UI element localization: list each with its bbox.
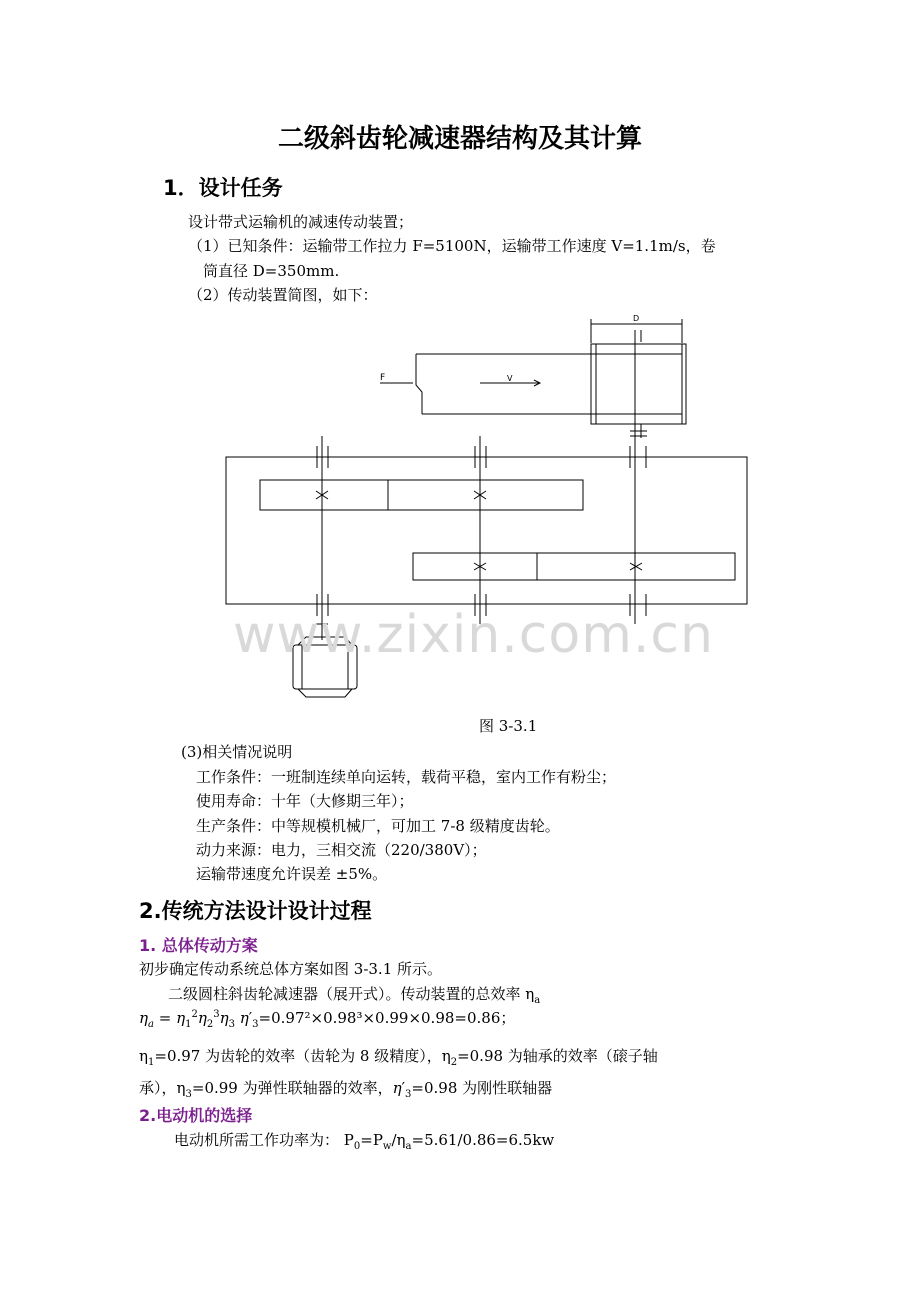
helix-mark [630,563,642,570]
label-v: V [507,374,513,383]
drum-rect [591,344,682,424]
subheading-transmission-scheme: 1. 总体传动方案 [139,936,258,955]
known-conditions-line-2: 筒直径 D=350mm. [203,262,340,280]
conditions-heading: (3)相关情况说明 [181,743,293,761]
figure-caption: 图 3-3.1 [479,717,538,735]
efficiency-line [168,983,540,1006]
efficiency-text: 二级圆柱斜齿轮减速器（展开式）。传动装置的总效率 η [168,985,535,1003]
label-d: D [633,314,640,323]
gearbox-housing [226,457,747,604]
pinion-high-speed [260,480,388,510]
efficiency-explanation-line1: $\eta_1=0.97$ 为齿轮的效率（齿轮为 8 级精度），$\eta_2=0.98$ 为轴承的效率（磙子轴 [139,1047,658,1068]
known-conditions-line: （1）已知条件：运输带工作拉力 F=5100N，运输带工作速度 V=1.1m/s，卷 [188,237,716,255]
scheme-line: 初步确定传动系统总体方案如图 3-3.1 所示。 [139,960,443,978]
watermark: www.zixin.com.cn [233,605,714,665]
gear-high-speed [388,480,583,510]
efficiency-explanation-line2: 承），$\eta_3=0.99$ 为弹性联轴器的效率，$\eta'_3=0.98$ 为刚性联轴器 [139,1079,553,1100]
pinion-low-speed [413,553,537,580]
formula-value: =0.97²×0.98³×0.99×0.98=0.86； [258,1009,516,1027]
condition-item: 生产条件：中等规模机械厂，可加工 7-8 级精度齿轮。 [196,817,560,835]
condition-item: 工作条件：一班制连续单向运转，载荷平稳，室内工作有粉尘； [196,768,617,786]
condition-item: 动力来源：电力，三相交流（220/380V）； [196,841,487,859]
task-line: 设计带式运输机的减速传动装置； [188,213,414,231]
drum-rect-offset [596,344,686,424]
condition-item: 运输带速度允许误差 ±5%。 [196,865,388,883]
page-title: 二级斜齿轮减速器结构及其计算 [277,124,642,154]
label-f: F [380,373,386,383]
motor-power-line: 电动机所需工作功率为： $P_0=P_w/\eta_a=5.61/0.86=6.5kw$ [174,1131,555,1152]
condition-item: 使用寿命：十年（大修期三年）； [196,792,414,810]
subheading-motor-selection: 2.电动机的选择 [139,1106,253,1125]
belt-break-line [416,354,422,414]
efficiency-subscript: a [534,995,541,1006]
section1-heading: 1．设计任务 [163,176,283,200]
motor-bottom [298,689,352,697]
section2-heading: 2.传统方法设计设计过程 [139,899,372,923]
diagram-intro-line: （2）传动装置简图，如下： [188,286,378,304]
efficiency-formula: $\eta_a = \eta_1^2\eta_2^3\eta_3$ $\eta'_3=0.97^2\times 0.98^3\times 0.99\times 0.98=0.86$； [139,1009,516,1030]
